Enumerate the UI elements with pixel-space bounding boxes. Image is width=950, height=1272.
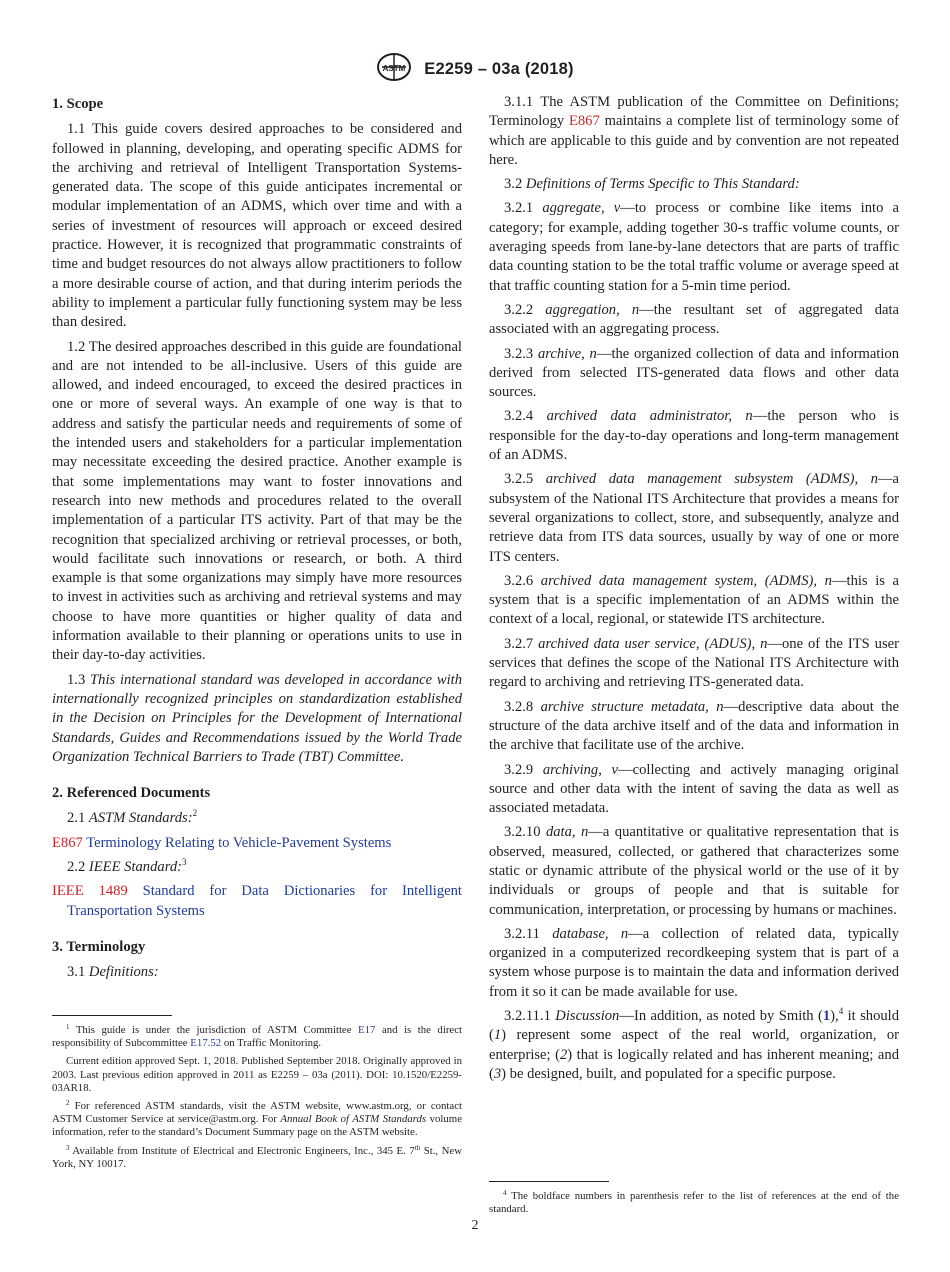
right-column — [489, 93, 900, 1216]
definition-database: 3.2.11 database, n—a collection of related data, typically organized in a computerized recordkeeping system that is part of a system whose purpose is to maintain the data and information derived from it so it can be made available for use. — [489, 925, 899, 1000]
definition-archived-data-administrator: 3.2.4 archived data administrator, n—the person who is responsible for the day-to-day operations and long-term management of an ADMS. — [489, 408, 899, 464]
definition-data: 3.2.10 data, n—a quantitative or qualitative representation that is observed, measured, collected, or gathered that characterizes some static or dynamic attribute of the physical world or the use of it by individuals or groups of people and that is suitable for communication, interpretation, or processing by humans or machines. — [489, 824, 899, 918]
footnote-rule — [52, 1015, 172, 1016]
svg-text:ASTM: ASTM — [382, 64, 406, 73]
footnote-4: $^4$ The boldface numbers in parenthesis refer to the list of references at the end of the standard. — [489, 1189, 899, 1216]
definition-database-discussion: 3.2.11.1 Discussion—In addition, as noted by Smith (1),$^4$ it should (1) represent some aspect of the real world, organization, or enterprise; (2) that is logically related and has inherent meaning; and (3) be designed, built, and populated for a specific purpose. — [489, 1006, 900, 1082]
page-number: 2 — [471, 1218, 479, 1233]
footnote-rule — [489, 1181, 609, 1182]
paragraph-3-1-1: 3.1.1 The ASTM publication of the Committee on Definitions; Terminology E867 maintains a complete list of terminology some of which are applicable to this guide and by convention are not repeated here. — [489, 94, 899, 168]
section-1-title: 1. Scope — [52, 96, 104, 112]
right-footnotes — [489, 1181, 899, 1221]
definition-archive-structure-metadata: 3.2.8 archive structure metadata, n—descriptive data about the structure of the data archive itself and of the data and information in the archive that facilitate use of the archive. — [489, 698, 900, 754]
page-header — [0, 52, 950, 87]
definition-adus: 3.2.7 archived data user service, (ADUS), n—one of the ITS user services that defines the scope of the National ITS Architecture with regard to archiving and retrieving ITS-generated data. — [489, 635, 899, 691]
left-column — [52, 93, 463, 1170]
paragraph-1-1: 1.1 This guide covers desired approaches to be considered and followed in planning, developing, and operating specific ADMS for the archiving and retrieval of Intelligent Transportation Systems-generated data. The scope of this guide anticipates incremental or modular implementation of an ADMS, which over time and with a series of investment of resources will approach or exceed desired practice. However, it is recognized that programmatic constraints of time and budget resources do not always allow practitioners to follow a more desirable course of action, and that during interim periods the ability to implement a particular fully functioning system may be less than desired. — [52, 121, 462, 331]
definition-aggregation: 3.2.2 aggregation, n—the resultant set of aggregated data associated with an aggregating process. — [489, 301, 900, 338]
reference-link-1[interactable]: 1 — [822, 1008, 831, 1025]
footnote-3: $^3$ Available from Institute of Electrical and Electronic Engineers, Inc., 345 E. 7th St., New York, NY 10017. — [52, 1143, 463, 1170]
footnote-1: $^1$ This guide is under the jurisdiction of ASTM Committee E17 and is the direct responsibility of Subcommittee E17.52 on Traffic Monitoring. — [52, 1023, 462, 1050]
section-2-title: 2. Referenced Documents — [52, 785, 211, 802]
paragraph-1-2: 1.2 The desired approaches described in this guide are foundational and are not intended to be all-inclusive. Users of this guide are allowed, and indeed encouraged, to exceed the desired practices in one or more of several ways. An example of one way is that to address and satisfy the particular needs and requirements of some of the intended users and stakeholders for a particular implementation may necessitate exceeding the desired practice. Another example is that some implementations may want to foster innovations and research into new methods and procedures related to the overall implementation of a particular ITS activity. Part of that may be the recognition that specialized archiving or retrieval processes, or both, would facilitate such innovations or research, or both. A third example is that some organizations may simply have more resources to invest in activities such as archiving and retrieval systems and may choose to have more quantities or higher quality of data and information available to their planning or operations units to use in their day-to-day activities. — [52, 338, 462, 664]
footnote-1-edition: Current edition approved Sept. 1, 2018. Published September 2018. Originally approved in 2003. Last previous edition approved in 2011 as E2259 – 03a (2011). DOI: 10.1520/E2259-03AR18. — [52, 1055, 462, 1094]
link-e17[interactable]: E17 — [358, 1024, 376, 1036]
left-footnotes — [52, 1015, 462, 1176]
link-e17-52[interactable]: E17.52 — [190, 1037, 222, 1050]
paragraph-2-1: 2.1 ASTM Standards:$^2$ — [67, 808, 198, 827]
paragraph-2-2: 2.2 IEEE Standard:$^3$ — [67, 856, 187, 875]
paragraph-3-1: 3.1 Definitions: — [67, 964, 159, 981]
link-e867[interactable]: E867 — [568, 113, 600, 130]
paragraph-1-3: 1.3 This international standard was developed in accordance with internationally recognized principles on standardization established in the Decision on Principles for the Development of International Standards, Guides and Recommendations issued by the World Trade Organization Technical Barriers to Trade (TBT) Committee. — [52, 671, 463, 765]
footnote-2: $^2$ For referenced ASTM standards, visit the ASTM website, www.astm.org, or contact ASTM Customer Service at service@astm.org. For Annual Book of ASTM Standards volume information, refer to the standard’s Document Summary page on the ASTM website. — [52, 1099, 462, 1139]
section-3-title: 3. Terminology — [52, 938, 146, 955]
reference-e867[interactable]: E867 Terminology Relating to Vehicle-Pavement Systems — [52, 834, 392, 851]
paragraph-3-2: 3.2 Definitions of Terms Specific to This Standard: — [504, 176, 800, 193]
definition-archive: 3.2.3 archive, n—the organized collection of data and information derived from selected ITS-generated data flows and other data sources. — [489, 345, 900, 401]
astm-logo-icon — [376, 52, 412, 87]
definition-archiving: 3.2.9 archiving, v—collecting and actively managing original source and other data with the intent of saving the data as well as associated metadata. — [489, 761, 899, 817]
definition-aggregate: 3.2.1 aggregate, v—to process or combine like items into a category; for example, adding together 30-s traffic volume counts, or averaging speeds from lane-by-lane detectors that are parts of traffic data counting station to be the total traffic volume or average speed at that traffic counting station for a 5-min time period. — [489, 200, 900, 294]
document-designation: E2259 – 03a (2018) — [424, 60, 574, 78]
reference-ieee-1489[interactable]: IEEE 1489 Standard for Data Dictionaries for Intelligent Transportation Systems — [52, 883, 462, 919]
definition-adms-subsystem: 3.2.5 archived data management subsystem (ADMS), n—a subsystem of the National ITS Architecture that provides a means for several organizations to collect, store, and subsequently, analyze and retrieve data from ITS data sources, usually by way of one or more ITS centers. — [489, 471, 899, 565]
definition-adms-system: 3.2.6 archived data management system, (ADMS), n—this is a system that is a specific implementation of an ADMS within the context of a local, regional, or statewide ITS architecture. — [489, 572, 899, 628]
